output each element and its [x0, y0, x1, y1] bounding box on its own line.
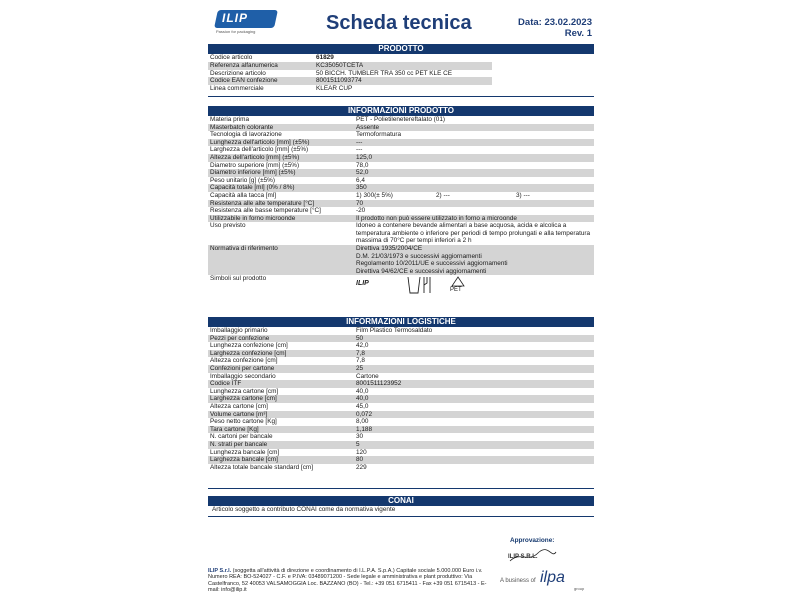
row-label: Larghezza confezione [cm]	[210, 349, 287, 357]
table-row	[208, 327, 594, 335]
signature-stamp-icon	[508, 549, 558, 563]
table-row	[208, 207, 594, 215]
business-of-label: A business of	[500, 578, 536, 584]
row-value: 50	[356, 334, 364, 342]
table-row	[208, 433, 594, 441]
row-value: KLEAR CUP	[316, 85, 353, 93]
row-label: Lunghezza cartone [cm]	[210, 387, 279, 395]
regulation-line: D.M. 21/03/1973 e successivi aggiornamenti	[356, 252, 482, 260]
table-row	[208, 177, 594, 185]
row-label: Peso unitario [g] (±5%)	[210, 176, 275, 184]
divider	[208, 516, 594, 517]
table-row	[208, 388, 594, 396]
row-value: ---	[356, 138, 363, 146]
table-row	[208, 200, 594, 208]
section-logistica-heading: INFORMAZIONI LOGISTICHE	[208, 317, 594, 327]
document-date: Data: 23.02.2023	[518, 17, 592, 28]
row-label: Volume cartone [m³]	[210, 410, 268, 418]
row-label: Peso netto cartone [Kg]	[210, 418, 277, 426]
row-label: N. cartoni per bancale	[210, 433, 273, 441]
row-value: 25	[356, 364, 364, 372]
table-row	[208, 139, 594, 147]
row-label: Masterbatch colorante	[210, 123, 274, 131]
row-value: 30	[356, 433, 364, 441]
row-value: 78,0	[356, 161, 369, 169]
row-value: PET - Polietilenetereftalato (01)	[356, 116, 446, 123]
table-row	[208, 335, 594, 343]
table-row	[208, 441, 594, 449]
row-value: 125,0	[356, 153, 372, 161]
row-value: 7,8	[356, 357, 365, 365]
table-row	[208, 62, 492, 70]
revision: Rev. 1	[564, 28, 592, 39]
row-label: Tecnologia di lavorazione	[210, 131, 282, 139]
row-value: 8001511123952	[356, 380, 402, 388]
row-label: Capacità alla tacca [ml]	[210, 191, 277, 199]
row-label: Resistenza alle basse temperature [°C]	[210, 207, 321, 215]
row-value: 42,0	[356, 342, 369, 350]
table-row	[208, 70, 492, 78]
row-label: Materia prima	[210, 116, 250, 123]
row-label: Codice EAN confezione	[210, 77, 278, 85]
footer-legal: (soggetta all'attività di direzione e coordinamento di I.L.P.A. S.p.A.) Capitale sociale 5.000.000 Euro i.v. Numero REA: BO-524027 - C.F. e P.IVA: 03489071200 - Sede legale e amministrativa e plant produttivo: Via Castelfranco, 52 40053 VALSAMOGGIA Loc. BAZZANO (BO) - Tel.: +39 051 6715411 - Fax +39 051 6715413 - E-mail: info@ilip.it	[208, 568, 487, 594]
capacity-mark-3: 3) ---	[516, 191, 530, 199]
row-value: ---	[356, 146, 363, 154]
approval-label: Approvazione:	[510, 537, 555, 544]
row-value: Cartone	[356, 372, 379, 380]
capacity-mark-2: 2) ---	[436, 191, 450, 199]
ilpa-logo	[540, 569, 565, 587]
row-value: 52,0	[356, 169, 369, 177]
row-value: 0,072	[356, 410, 372, 418]
pet-label: PET	[450, 287, 462, 294]
row-value: 40,0	[356, 387, 369, 395]
table-row	[208, 192, 594, 200]
row-value: 5	[356, 440, 360, 448]
section-conai-heading: CONAI	[208, 496, 594, 506]
table-row	[208, 124, 594, 132]
ilpa-logo-text: ilpa	[540, 569, 565, 586]
section-prodotto-heading: PRODOTTO	[208, 44, 594, 54]
table-row	[208, 373, 594, 381]
row-label: Lunghezza dell'articolo [mm] (±5%)	[210, 138, 310, 146]
page-title: Scheda tecnica	[326, 12, 472, 34]
row-value	[354, 245, 594, 275]
logo-tagline: Passion for packaging	[216, 29, 256, 34]
ilpa-sub: group	[574, 586, 585, 591]
row-label: Tara cartone [Kg]	[210, 425, 259, 433]
table-row	[208, 245, 594, 275]
row-label: Confezioni per cartone	[210, 364, 275, 372]
svg-text:ILIP: ILIP	[356, 280, 369, 288]
row-value: Idoneo a contenere bevande alimentari a base acquosa, acida e alcolica a temperatura ambiente o inferiore per periodi di tempo prolungati e alla temperatura massima di 70°C per tempi inferiori a 2 h	[356, 222, 591, 245]
row-label: Imballaggio secondario	[210, 372, 276, 380]
food-contact-icon	[408, 277, 430, 293]
divider	[208, 96, 594, 97]
row-value: 7,8	[356, 349, 365, 357]
capacity-mark-1: 1) 300(± 5%)	[356, 191, 393, 199]
row-value: 6,4	[356, 176, 365, 184]
row-label: Codice ITF	[210, 380, 242, 388]
table-row	[208, 395, 594, 403]
regulation-line: Direttiva 94/62/CE e successivi aggiornamenti	[356, 267, 487, 275]
row-value: KC35050TCETA	[316, 61, 364, 69]
prodotto-table	[208, 54, 492, 93]
row-label: Larghezza dell'articolo [mm] (±5%)	[210, 146, 309, 154]
table-row	[208, 131, 594, 139]
row-label: Simboli sul prodotto	[210, 275, 267, 283]
section-info-heading: INFORMAZIONI PRODOTTO	[208, 106, 594, 116]
row-value: Film Plastico Termosaldato	[356, 327, 433, 334]
divider	[208, 488, 594, 489]
table-row	[208, 275, 594, 297]
conai-text: Articolo soggetto a contributo CONAI come da normativa vigente	[212, 506, 396, 513]
table-row	[208, 222, 594, 245]
row-value: 61829	[316, 54, 334, 61]
table-row	[208, 464, 594, 472]
row-label: Capacità totale [ml] (0% / 8%)	[210, 184, 295, 192]
row-value: Il prodotto non può essere utilizzato in forno a microonde	[356, 214, 517, 222]
table-row	[208, 365, 594, 373]
row-label: Lunghezza confezione [cm]	[210, 342, 288, 350]
row-value: 80	[356, 456, 364, 464]
table-row	[208, 411, 594, 419]
table-row	[208, 85, 492, 93]
row-value: 50 BICCH. TUMBLER TRA 350 cc PET KLE CE	[316, 69, 453, 77]
table-row	[208, 449, 594, 457]
row-label: Diametro inferiore [mm] (±5%)	[210, 169, 296, 177]
info-table	[208, 116, 594, 297]
row-label: Larghezza cartone [cm]	[210, 395, 277, 403]
table-row	[208, 380, 594, 388]
table-row	[208, 357, 594, 365]
product-symbols-icon	[356, 275, 496, 297]
table-row	[208, 426, 594, 434]
table-row	[208, 403, 594, 411]
row-value: 40,0	[356, 395, 369, 403]
row-value: 350	[356, 184, 367, 192]
ilip-mark-icon	[356, 280, 369, 287]
table-row	[208, 350, 594, 358]
row-label: Imballaggio primario	[210, 327, 268, 334]
logistica-table	[208, 327, 594, 471]
row-value: -20	[356, 207, 366, 215]
signature	[508, 549, 558, 563]
table-row	[208, 154, 594, 162]
footer-text	[208, 568, 498, 594]
row-value: 8001511093774	[316, 77, 362, 85]
table-row	[208, 169, 594, 177]
table-row	[208, 116, 594, 124]
logo-text: ILIP	[222, 11, 249, 25]
table-row	[208, 146, 594, 154]
row-value: 120	[356, 448, 367, 456]
row-label: Normativa di riferimento	[210, 245, 278, 253]
row-label: Codice articolo	[210, 54, 253, 61]
row-label: Descrizione articolo	[210, 69, 266, 77]
regulation-line: Direttiva 1935/2004/CE	[356, 245, 423, 253]
row-label: Uso previsto	[210, 222, 246, 230]
row-label: Pezzi per confezione	[210, 334, 270, 342]
row-label: Altezza totale bancale standard [cm]	[210, 463, 314, 471]
recycle-pet-icon	[452, 277, 464, 286]
svg-text:ILIP S.R.L.: ILIP S.R.L.	[508, 554, 538, 560]
row-label: Altezza cartone [cm]	[210, 402, 268, 410]
row-label: Altezza dell'articolo [mm] (±5%)	[210, 153, 300, 161]
row-value	[354, 192, 594, 200]
regulation-line: Regolamento 10/2011/UE e successivi aggiornamenti	[356, 260, 508, 268]
row-value: 45,0	[356, 402, 369, 410]
row-label: Diametro superiore [mm] (±5%)	[210, 161, 300, 169]
row-value	[354, 275, 594, 297]
table-row	[208, 342, 594, 350]
row-label: Resistenza alle alte temperature [°C]	[210, 199, 315, 207]
row-value: Termoformatura	[356, 131, 402, 139]
row-value: 8,00	[356, 418, 369, 426]
row-label: Lunghezza bancale [cm]	[210, 448, 280, 456]
row-value: 1,188	[356, 425, 372, 433]
row-label: Altezza confezione [cm]	[210, 357, 278, 365]
row-label: N. strati per bancale	[210, 440, 268, 448]
table-row	[208, 77, 492, 85]
footer-company: ILIP S.r.l.	[208, 568, 232, 574]
row-value: 229	[356, 463, 367, 471]
table-row	[208, 184, 594, 192]
table-row	[208, 418, 594, 426]
table-row	[208, 162, 594, 170]
table-row	[208, 54, 492, 62]
row-value: 70	[356, 199, 364, 207]
row-label: Larghezza bancale [cm]	[210, 456, 278, 464]
row-label: Linea commerciale	[210, 85, 264, 93]
row-label: Utilizzabile in forno microonde	[210, 214, 296, 222]
row-label: Referenza alfanumerica	[210, 61, 278, 69]
table-row	[208, 215, 594, 223]
row-value: Assente	[356, 123, 380, 131]
table-row	[208, 456, 594, 464]
